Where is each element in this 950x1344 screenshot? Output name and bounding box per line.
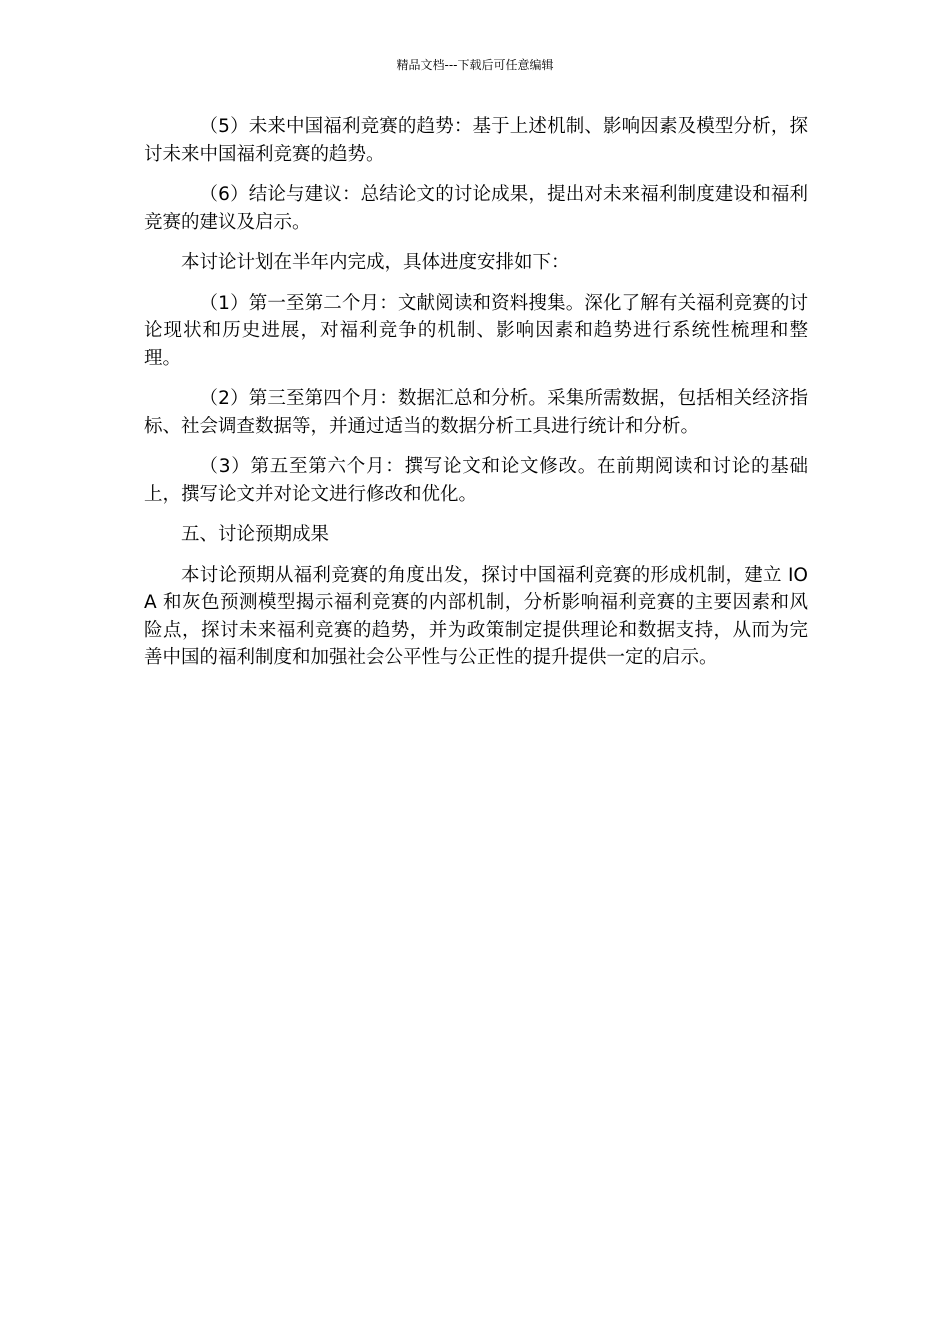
- paragraph-expected-results: 本讨论预期从福利竞赛的角度出发，探讨中国福利竞赛的形成机制，建立 IOA 和灰色预测模型揭示福利竞赛的内部机制，分析影响福利竞赛的主要因素和风险点，探讨未来福利竞赛的趋势，并为政策制定提供理论和数据支持，从而为完善中国的福利制度和加强社会公平性与公正性的提升提供一定的启示。: [144, 564, 808, 668]
- paragraph-schedule-1: （1）第一至第二个月：文献阅读和资料搜集。深化了解有关福利竞赛的讨论现状和历史进展，对福利竞争的机制、影响因素和趋势进行系统性梳理和整理。: [144, 292, 808, 369]
- paragraph-item-5: （5）未来中国福利竞赛的趋势：基于上述机制、影响因素及模型分析，探讨未来中国福利竞赛的趋势。: [144, 116, 808, 165]
- section-heading: 五、讨论预期成果: [181, 524, 330, 545]
- document-body: [144, 113, 808, 685]
- paragraph-schedule-2: （2）第三至第四个月：数据汇总和分析。采集所需数据，包括相关经济指标、社会调查数据等，并通过适当的数据分析工具进行统计和分析。: [144, 388, 808, 437]
- paragraph-schedule-intro: 本讨论计划在半年内完成，具体进度安排如下：: [181, 252, 570, 273]
- paragraph-item-6: （6）结论与建议：总结论文的讨论成果，提出对未来福利制度建设和福利竞赛的建议及启示。: [144, 184, 808, 233]
- page-header: 精品文档---下载后可任意编辑: [396, 58, 554, 72]
- paragraph-schedule-3: （3）第五至第六个月：撰写论文和论文修改。在前期阅读和讨论的基础上，撰写论文并对论文进行修改和优化。: [144, 456, 808, 505]
